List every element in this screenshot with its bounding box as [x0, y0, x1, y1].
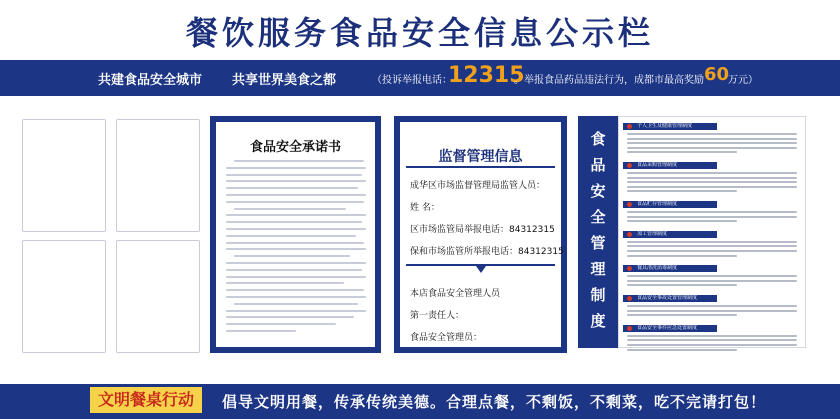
- section-title: 餐具清洗消毒制度: [637, 265, 678, 272]
- section-text-line: [627, 349, 737, 351]
- reward-amount: 60: [704, 64, 730, 85]
- section-text-line: [627, 138, 797, 140]
- section-bullet-icon: [627, 124, 632, 129]
- triangle-marker: [476, 266, 486, 273]
- supervision-panel: [394, 116, 567, 353]
- section-text-line: [627, 255, 737, 257]
- section-header: [623, 325, 717, 332]
- pledge-text-line: [226, 242, 364, 244]
- display-frame-1: [22, 119, 106, 232]
- section-title: 食品安全事件应急处置制度: [637, 324, 698, 331]
- section-header: [623, 201, 717, 208]
- section-header: [623, 123, 717, 130]
- section-text-line: [627, 245, 797, 247]
- management-body: [618, 116, 806, 348]
- section-text-line: [627, 151, 737, 153]
- pledge-text-line: [226, 269, 362, 271]
- pledge-text-line: [226, 276, 366, 278]
- pledge-text-line: [226, 228, 366, 230]
- section-text-line: [627, 335, 797, 337]
- side-title-char: 度: [590, 312, 606, 330]
- section-text-line: [627, 310, 797, 312]
- pledge-text-line: [226, 323, 336, 325]
- civilized-table-text: 倡导文明用餐，传承传统美德。合理点餐，不剩饭，不剩菜，吃不完请打包！: [222, 393, 767, 411]
- section-bullet-icon: [627, 163, 632, 168]
- pledge-text-line: [226, 201, 364, 203]
- section-bullet-icon: [627, 326, 632, 331]
- pledge-text-line: [226, 296, 366, 298]
- section-text-line: [627, 133, 797, 135]
- pledge-text-line: [226, 330, 296, 332]
- side-title-char: 管: [590, 234, 606, 252]
- pledge-text-line: [226, 289, 364, 291]
- supervisor-name: 姓 名：: [410, 203, 440, 213]
- section-title: 食品采购管理制度: [637, 162, 678, 168]
- display-frame-4: [116, 240, 200, 353]
- section-text-line: [627, 177, 797, 179]
- side-title-char: 理: [590, 260, 606, 278]
- section-text-line: [627, 280, 797, 282]
- section-text-line: [627, 314, 737, 316]
- section-text-line: [627, 147, 797, 149]
- title-area: [0, 0, 840, 58]
- side-title-char: 品: [590, 156, 606, 174]
- store-staff-label: 本店食品安全管理人员: [410, 289, 501, 299]
- section-title: 食品安全事故处置管理制度: [637, 295, 698, 301]
- display-frame-2: [116, 119, 200, 232]
- slogan-right: 共享世界美食之都: [232, 73, 337, 88]
- section-text-line: [627, 216, 797, 218]
- section-header: [623, 231, 717, 238]
- supervision-divider-top: [406, 166, 555, 168]
- display-frame-3: [22, 240, 106, 353]
- section-text-line: [627, 142, 797, 144]
- section-text-line: [627, 186, 797, 188]
- pledge-text-line: [226, 248, 366, 250]
- pledge-text-line: [234, 255, 350, 257]
- section-text-line: [627, 211, 797, 213]
- pledge-title: 食品安全承诺书: [249, 140, 341, 155]
- section-text-line: [627, 190, 737, 192]
- pledge-text-line: [226, 194, 366, 196]
- pledge-panel: [210, 116, 381, 353]
- pledge-text-line: [234, 208, 346, 210]
- pledge-text-line: [226, 221, 362, 223]
- reward-unit: 万元）: [728, 75, 758, 86]
- section-text-line: [627, 339, 797, 341]
- side-title-char: 安: [590, 182, 606, 200]
- side-title-char: 全: [590, 208, 606, 226]
- pledge-text-line: [226, 187, 358, 189]
- side-title-char: 食: [590, 130, 606, 148]
- pledge-text-line: [226, 174, 362, 176]
- section-bullet-icon: [627, 296, 632, 301]
- section-text-line: [627, 284, 737, 286]
- section-bullet-icon: [627, 232, 632, 237]
- section-header: [623, 265, 717, 272]
- pledge-text-line: [226, 282, 344, 284]
- primary-responsible: 第一责任人：: [410, 311, 465, 321]
- pledge-text-line: [226, 316, 354, 318]
- reward-text: 。举报食品药品违法行为，成都市最高奖励: [514, 75, 704, 86]
- pledge-text-line: [226, 235, 356, 237]
- pledge-text-line: [234, 303, 358, 305]
- safety-manager: 食品安全管理员：: [410, 333, 483, 343]
- pledge-text-line: [226, 262, 366, 264]
- district-hotline: 区市场监管局举报电话：84312315: [410, 225, 555, 235]
- section-text-line: [627, 275, 797, 277]
- pledge-text-line: [226, 214, 366, 216]
- section-text-line: [627, 181, 797, 183]
- pledge-text-line: [226, 310, 366, 312]
- pledge-text-line: [234, 160, 364, 162]
- section-text-line: [627, 344, 797, 346]
- section-bullet-icon: [627, 266, 632, 271]
- section-title: 加工管理制度: [637, 230, 668, 237]
- section-text-line: [627, 250, 797, 252]
- side-title-char: 制: [590, 286, 606, 304]
- hotline-label: （投诉举报电话：: [372, 75, 452, 86]
- slogan-left: 共建食品安全城市: [98, 73, 203, 88]
- section-title: 食品贮存管理制度: [637, 201, 678, 207]
- section-text-line: [627, 172, 797, 174]
- section-text-line: [627, 305, 797, 307]
- section-text-line: [627, 241, 797, 243]
- hotline-number: 12315: [448, 63, 525, 88]
- section-bullet-icon: [627, 202, 632, 207]
- page-title: 餐饮服务食品安全信息公示栏: [185, 14, 654, 52]
- supervision-title: 监督管理信息: [438, 149, 523, 165]
- station-hotline: 保和市场监管所举报电话：84312315: [410, 247, 564, 257]
- slogan-band: [0, 60, 840, 96]
- pledge-text-line: [226, 180, 366, 182]
- supervisor-label: 成华区市场监督管理局监管人员：: [410, 181, 546, 191]
- pledge-text-line: [226, 167, 366, 169]
- civilized-table-badge: 文明餐桌行动: [90, 387, 202, 413]
- section-text-line: [627, 220, 737, 222]
- section-header: [623, 295, 717, 302]
- section-title: 个人卫生及健康管理制度: [637, 123, 693, 129]
- management-side-title: [578, 116, 618, 348]
- section-header: [623, 162, 717, 169]
